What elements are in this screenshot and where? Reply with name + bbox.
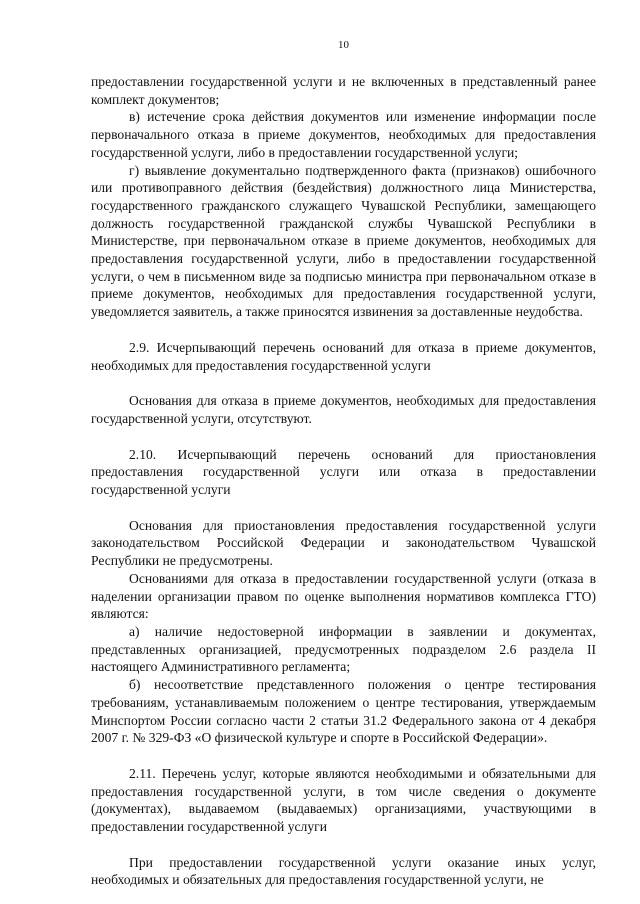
- refusal-grounds-intro: Основаниями для отказа в предоставлении государственной услуги (отказа в наделении организации правом по оценке выполнения нормативов комплекса ГТО) являются:: [91, 570, 596, 622]
- section-spacer: [91, 836, 596, 854]
- list-item-b: б) несоответствие представленного положения о центре тестирования требованиям, устанавливаемым положением о центре тестирования, утверждаемым Минспортом России согласно части 2 статьи 31.2 Федерального закона от 4 декабря 2007 г. № 329-ФЗ «О физической культуре и спорте в Российской Федерации».: [91, 677, 596, 746]
- list-item-v: в) истечение срока действия документов или изменение информации после первоначального отказа в приеме документов, необходимых для предоставления государственной услуги, либо в предоставлении государственной услуги;: [91, 109, 596, 160]
- section-spacer: [91, 747, 596, 765]
- section-heading-2-10: 2.10. Исчерпывающий перечень оснований для приостановления предоставления государственной услуги или отказа в предоставлении государственной услуги: [91, 446, 596, 498]
- section-heading-2-9: 2.9. Исчерпывающий перечень оснований для отказа в приеме документов, необходимых для предоставления государственной услуги: [91, 339, 596, 373]
- section-heading-2-11: 2.11. Перечень услуг, которые являются необходимыми и обязательными для предоставления государственной услуги, в том числе сведения о документе (документах), выдаваемом (выдаваемых) организациями, участвующими в предоставлении государственной услуги: [91, 765, 596, 835]
- section-spacer: [91, 374, 596, 392]
- section-spacer: [91, 428, 596, 446]
- section-body-2-9: Основания для отказа в приеме документов, необходимых для предоставления государственной услуги, отсутствуют.: [91, 393, 596, 426]
- section-body-2-10: Основания для приостановления предоставления государственной услуги законодательством Российской Федерации и законодательством Чувашской Республики не предусмотрены.: [91, 517, 596, 569]
- section-body-2-11: При предоставлении государственной услуги оказание иных услуг, необходимых и обязательных для предоставления государственной услуги, не: [91, 854, 596, 888]
- paragraph-continuation: предоставлении государственной услуги и не включенных в представленный ранее комплект документов;: [91, 74, 596, 107]
- list-item-a: а) наличие недостоверной информации в заявлении и документах, представленных организацией, предусмотренных подразделом 2.6 раздела II настоящего Административного регламента;: [91, 623, 596, 675]
- section-spacer: [91, 499, 596, 517]
- list-item-g: г) выявление документально подтвержденного факта (признаков) ошибочного или противоправного действия (бездействия) должностного лица Министерства, государственного гражданского служащего Чувашской Республики, замещающего должность государственной гражданской службы Чувашской Республики в Министерстве, при первоначальном отказе в приеме документов, необходимых для предоставления государственной услуги, либо в предоставлении государственной услуги, о чем в письменном виде за подписью министра при первоначальном отказе в приеме документов, необходимых для предоставления государственной услуги, уведомляется заявитель, а также приносятся извинения за доставленные неудобства.: [91, 162, 596, 320]
- page-number: 10: [338, 39, 349, 51]
- section-spacer: [91, 321, 596, 339]
